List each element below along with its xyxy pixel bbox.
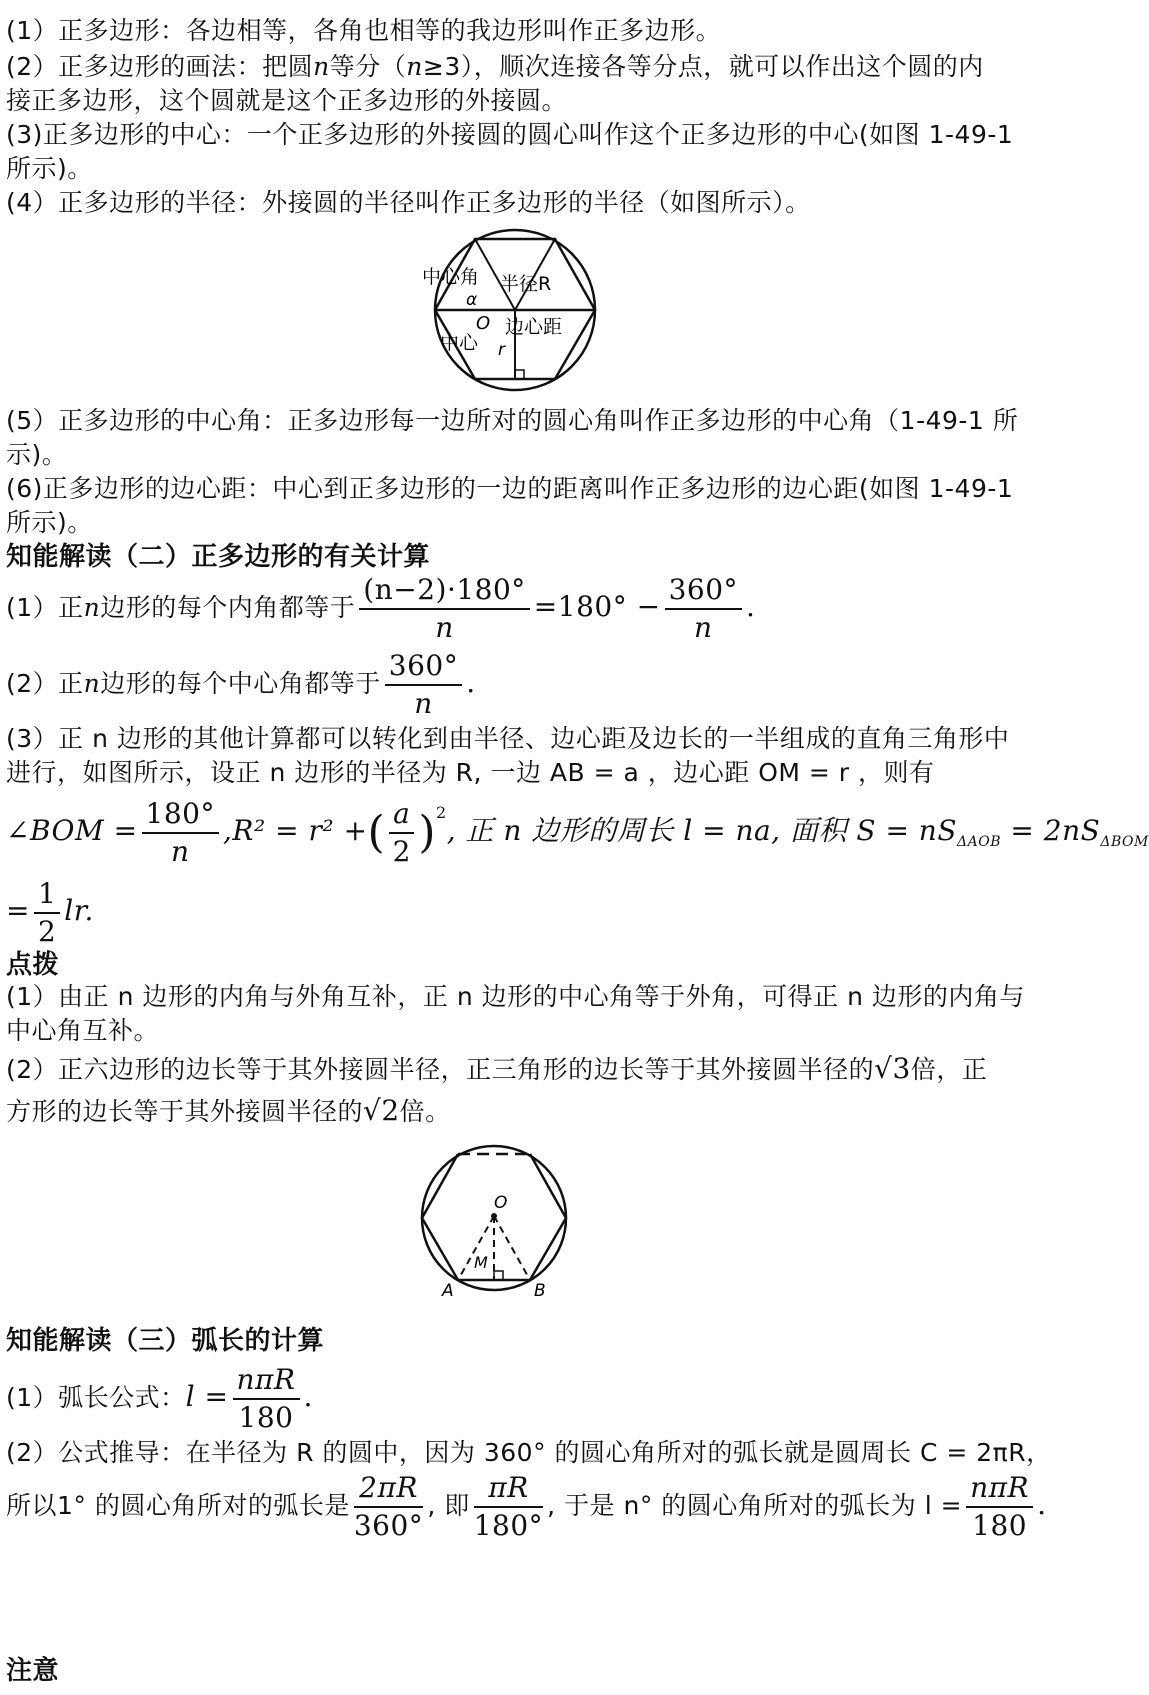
numerator: 1: [34, 876, 60, 914]
hexagon-figure-1: [400, 225, 630, 395]
fraction: [389, 796, 414, 870]
subscript: ΔAOB: [957, 834, 1002, 850]
text: ∠BOM =: [6, 814, 138, 847]
text: ,R² = r² +: [223, 814, 368, 847]
def-apothem-cont: 所示)。: [6, 508, 93, 537]
label-M: M: [474, 1253, 488, 1272]
label-radius: 半径R: [500, 273, 552, 295]
subscript: ΔBOM: [1100, 834, 1149, 850]
fraction: [142, 796, 219, 870]
text: , 正 n 边形的周长 l = na, 面积 S = nS: [446, 814, 958, 847]
formula-arc-length: [6, 1362, 313, 1436]
def-regular-polygon: (1）正多边形：各边相等，各角也相等的我边形叫作正多边形。: [6, 16, 722, 45]
denominator: 180°: [473, 1509, 544, 1542]
fraction: [665, 572, 742, 646]
text: 倍。: [399, 1097, 451, 1126]
denominator: n: [694, 611, 713, 644]
var-n: n: [406, 52, 423, 81]
denominator: 2: [392, 835, 411, 868]
paren-close: ): [418, 807, 436, 858]
numerator: nπR: [233, 1362, 300, 1400]
numerator: 2πR: [354, 1470, 423, 1508]
label-center-angle: 中心角: [422, 266, 480, 288]
text: 倍，正: [910, 1055, 988, 1084]
tip-2-cont: [6, 1094, 451, 1129]
heading-tip: 点拨: [6, 950, 60, 980]
def-center-cont: 所示)。: [6, 154, 93, 183]
def-central-angle-cont: 示)。: [6, 440, 68, 469]
numerator: nπR: [966, 1470, 1033, 1508]
text: 所以1° 的圆心角所对的弧长是: [6, 1491, 350, 1520]
fraction: [354, 1470, 423, 1544]
fraction: [474, 1470, 543, 1544]
formula-central-angle: [6, 648, 476, 722]
fraction: [34, 876, 60, 950]
text: lr.: [64, 894, 94, 927]
text: .: [746, 590, 756, 623]
def-drawing-method-cont: 接正多边形，这个圆就是这个正多边形的外接圆。: [6, 86, 568, 115]
derivation-2: [6, 1470, 1047, 1544]
label-r: r: [498, 340, 505, 360]
hexagon-figure-2: [410, 1140, 580, 1300]
text: 边形的每个中心角都等于: [100, 669, 381, 698]
denominator: 360°: [353, 1509, 424, 1542]
right-angle-mark: [515, 370, 524, 379]
def-radius: (4）正多边形的半径：外接圆的半径叫作正多边形的半径（如图所示）。: [6, 188, 811, 217]
fraction: [385, 648, 462, 722]
tip-1-cont: 中心角互补。: [6, 1016, 160, 1045]
right-angle-mark: [494, 1271, 503, 1280]
sqrt2: √2: [363, 1094, 400, 1127]
sqrt3: √3: [874, 1052, 911, 1085]
text: .: [466, 666, 476, 699]
formula-area-end: [6, 876, 94, 950]
numerator: 360°: [385, 648, 462, 686]
formula-bom: [6, 796, 1149, 870]
label-alpha: α: [466, 290, 478, 310]
denominator: 2: [37, 915, 57, 948]
numerator: 180°: [142, 796, 219, 834]
denominator: 180: [238, 1401, 294, 1434]
numerator: a: [389, 796, 414, 834]
text: l =: [185, 1380, 229, 1413]
text: .: [303, 1380, 313, 1413]
formula-interior-angle: [6, 572, 755, 646]
denominator: 180: [972, 1509, 1028, 1542]
text: =180° −: [533, 590, 661, 623]
var-n: n: [83, 593, 101, 622]
denominator: n: [414, 687, 433, 720]
numerator: (n−2)·180°: [359, 572, 530, 610]
label-apothem: 边心距: [505, 316, 563, 338]
label-O: O: [494, 1193, 508, 1213]
def-central-angle: (5）正多边形的中心角：正多边形每一边所对的圆心角叫作正多边形的中心角（1-49-1 所: [6, 406, 1019, 435]
label-O: O: [476, 313, 491, 334]
text: , 即: [427, 1491, 470, 1520]
calc-text-1: (3）正 n 边形的其他计算都可以转化到由半径、边心距及边长的一半组成的直角三角形中: [6, 724, 1010, 753]
paren-open: (: [367, 807, 386, 858]
fraction: [233, 1362, 300, 1436]
tip-1: (1）由正 n 边形的内角与外角互补，正 n 边形的中心角等于外角，可得正 n 边形的内角与: [6, 982, 1025, 1011]
calc-text-2: 进行，如图所示，设正 n 边形的半径为 R, 一边 AB = a ，边心距 OM = r ，则有: [6, 758, 935, 787]
label-center: 中心: [440, 332, 479, 354]
text: (2）正多边形的画法：把圆: [6, 52, 314, 81]
text: 等分（: [329, 52, 407, 81]
var-n: n: [83, 669, 101, 698]
text: ≥3），顺次连接各等分点，就可以作出这个圆的内: [422, 52, 984, 81]
text: (1）正: [6, 593, 84, 622]
derivation-1: (2）公式推导：在半径为 R 的圆中，因为 360° 的圆心角所对的弧长就是圆周长 C = 2πR，: [6, 1438, 1052, 1467]
point-O: [491, 1213, 497, 1219]
numerator: πR: [474, 1470, 543, 1508]
label-B: B: [534, 1281, 546, 1301]
text: (2）正六边形的边长等于其外接圆半径，正三角形的边长等于其外接圆半径的: [6, 1055, 875, 1084]
fraction: [966, 1470, 1033, 1544]
text: .: [1037, 1488, 1047, 1521]
heading-note: 注意: [6, 1656, 60, 1686]
tip-2: [6, 1052, 987, 1087]
text: =: [6, 894, 30, 927]
text: = 2nS: [1001, 814, 1101, 847]
label-A: A: [442, 1281, 454, 1301]
text: , 于是 n° 的圆心角所对的弧长为 l =: [547, 1491, 963, 1520]
fraction: [359, 572, 530, 646]
denominator: n: [171, 835, 190, 868]
text: (1）弧长公式：: [6, 1383, 186, 1412]
text: (2）正: [6, 669, 84, 698]
heading-calculation: 知能解读（二）正多边形的有关计算: [6, 542, 431, 572]
text: 方形的边长等于其外接圆半径的: [6, 1097, 364, 1126]
def-center: (3)正多边形的中心：一个正多边形的外接圆的圆心叫作这个正多边形的中心(如图 1-49-1: [6, 120, 1014, 149]
def-apothem: (6)正多边形的边心距：中心到正多边形的一边的距离叫作正多边形的边心距(如图 1-49-1: [6, 474, 1014, 503]
var-n: n: [313, 52, 330, 81]
numerator: 360°: [665, 572, 742, 610]
heading-arc-length: 知能解读（三）弧长的计算: [6, 1326, 325, 1356]
text: 边形的每个内角都等于: [100, 593, 356, 622]
def-drawing-method: [6, 50, 984, 84]
denominator: n: [435, 611, 454, 644]
exponent: 2: [436, 803, 447, 822]
